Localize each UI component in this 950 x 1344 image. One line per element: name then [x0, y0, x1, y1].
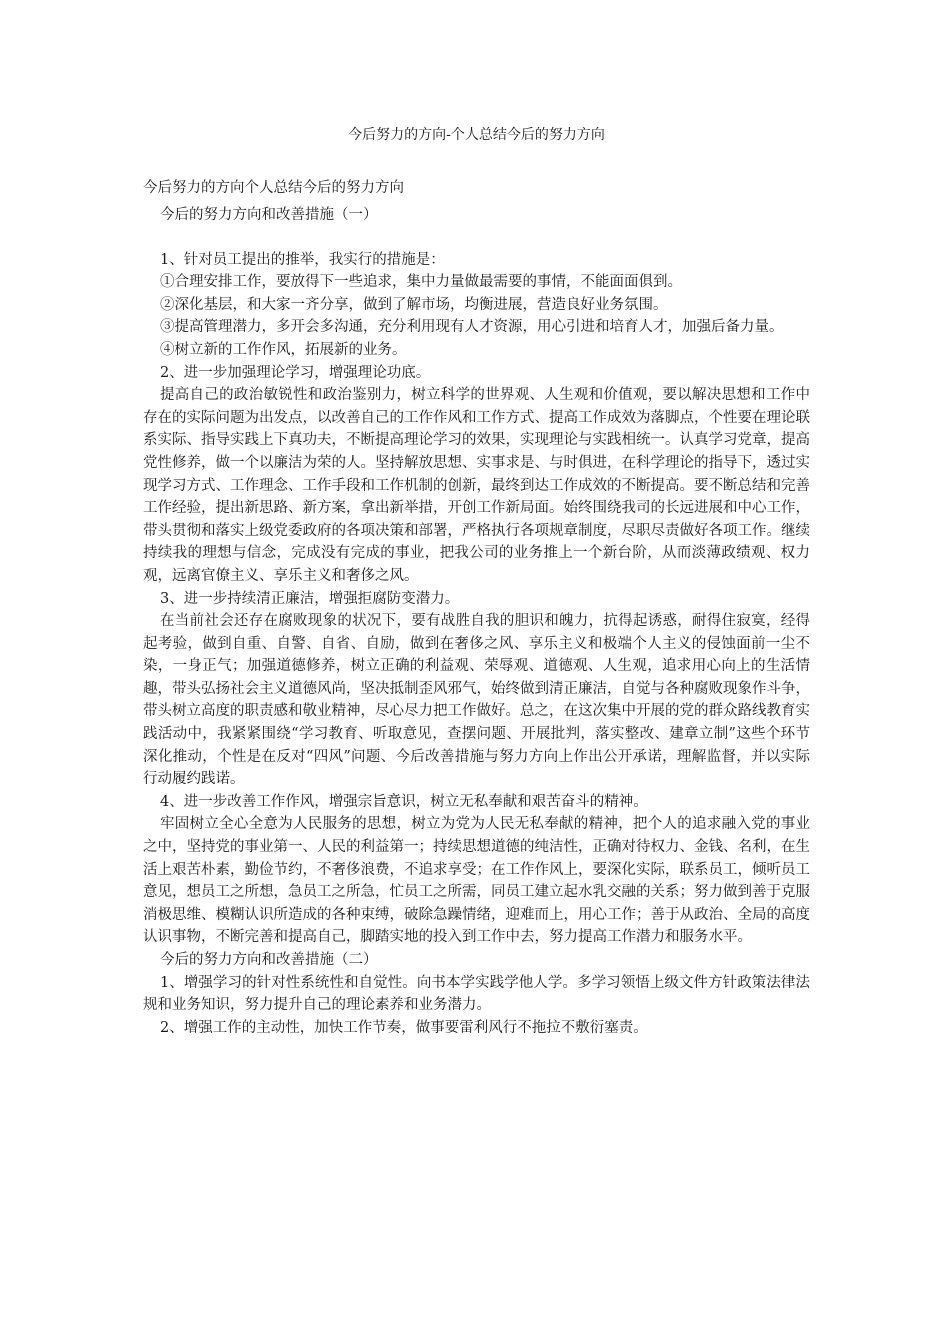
paragraph: 1、增强学习的针对性系统性和自觉性。向书本学实践学他人学。多学习领悟上级文件方针政策法律法规和业务知识，努力提升自己的理论素养和业务潜力。	[143, 974, 810, 1014]
paragraph: ①合理安排工作，要放得下一些追求，集中力量做最需要的事情，不能面面俱到。	[160, 274, 682, 291]
document-subtitle: 今后努力的方向个人总结今后的努力方向	[143, 180, 404, 196]
paragraph: 在当前社会还存在腐败现象的状况下，要有战胜自我的胆识和魄力，抗得起诱惑，耐得住寂寞，经得起考验，做到自重、自警、自省、自励，做到在奢侈之风、享乐主义和极端个人主义的侵蚀面前一尘不染，一身正气；加强道德修养，树立正确的利益观、荣辱观、道德观、人生观，追求用心向上的生活情趣，带头弘扬社会主义道德风尚，坚决抵制歪风邪气，始终做到清正廉洁，自觉与各种腐败现象作斗争，带头树立高度的职责感和敬业精神，尽心尽力把工作做好。总之，在这次集中开展的党的群众路线教育实践活动中，我紧紧围绕“学习教育、听取意见，查摆问题、开展批判，落实整改、建章立制”这些个环节深化推动，个性是在反对“四风”问题、今后改善措施与努力方向上作出公开承诺，理解监督，并以实际行动履约践诺。	[143, 613, 810, 788]
paragraph: ②深化基层，和大家一齐分享，做到了解市场，均衡进展，营造良好业务氛围。	[160, 296, 668, 313]
paragraph: 3、进一步持续清正廉洁，增强拒腐防变潜力。	[160, 590, 460, 607]
paragraph: 提高自己的政治敏锐性和政治鉴别力，树立科学的世界观、人生观和价值观，要以解决思想和工作中存在的实际问题为出发点，以改善自己的工作作风和工作方式、提高工作成效为落脚点，个性要在理论联系实际、指导实践上下真功夫，不断提高理论学习的效果，实现理论与实践相统一。认真学习党章，提高党性修养，做一个以廉洁为荣的人。坚持解放思想、实事求是、与时俱进，在科学理论的指导下，透过实现学习方式、工作理念、工作手段和工作机制的创新，最终到达工作成效的不断提高。要不断总结和完善工作经验，提出新思路、新方案，拿出新举措，开创工作新局面。始终围绕我司的长远进展和中心工作，带头贯彻和落实上级党委政府的各项决策和部署，严格执行各项规章制度，尽职尽责做好各项工作。继续持续我的理想与信念，完成没有完成的事业，把我公司的业务推上一个新台阶，从而淡薄政绩观、权力观，远离官僚主义、享乐主义和奢侈之风。	[143, 387, 810, 584]
paragraph: ③提高管理潜力，多开会多沟通，充分利用现有人才资源，用心引进和培育人才，加强后备力量。	[160, 319, 784, 336]
paragraph: 牢固树立全心全意为人民服务的思想，树立为党为人民无私奉献的精神，把个人的追求融入党的事业之中，坚持党的事业第一、人民的利益第一；持续思想道德的纯洁性，正确对待权力、金钱、名利，在生活上艰苦朴素，勤俭节约，不奢侈浪费，不追求享受；在工作作风上，要深化实际，联系员工，倾听员工意见，想员工之所想，急员工之所急，忙员工之所需，同员工建立起水乳交融的关系；努力做到善于克服消极思维、模糊认识所造成的各种束缚，破除急躁情绪，迎难而上，用心工作；善于从政治、全局的高度认识事物，不断完善和提高自己，脚踏实地的投入到工作中去，努力提高工作潜力和服务水平。	[143, 816, 810, 946]
paragraph: ④树立新的工作作风，拓展新的业务。	[160, 341, 407, 358]
paragraph: 1、针对员工提出的推举，我实行的措施是：	[160, 251, 445, 268]
section-heading-2: 今后的努力方向和改善措施（二）	[160, 952, 378, 968]
paragraph: 2、进一步加强理论学习，增强理论功底。	[160, 364, 431, 381]
paragraph: 2、增强工作的主动性，加快工作节奏，做事要雷利风行不拖拉不敷衍塞责。	[160, 1019, 648, 1036]
paragraph: 4、进一步改善工作作风，增强宗旨意识，树立无私奉献和艰苦奋斗的精神。	[160, 793, 648, 810]
document-title: 今后努力的方向-个人总结今后的努力方向	[348, 127, 605, 143]
document-body	[143, 204, 810, 1039]
section-heading-1: 今后的努力方向和改善措施（一）	[160, 207, 378, 223]
